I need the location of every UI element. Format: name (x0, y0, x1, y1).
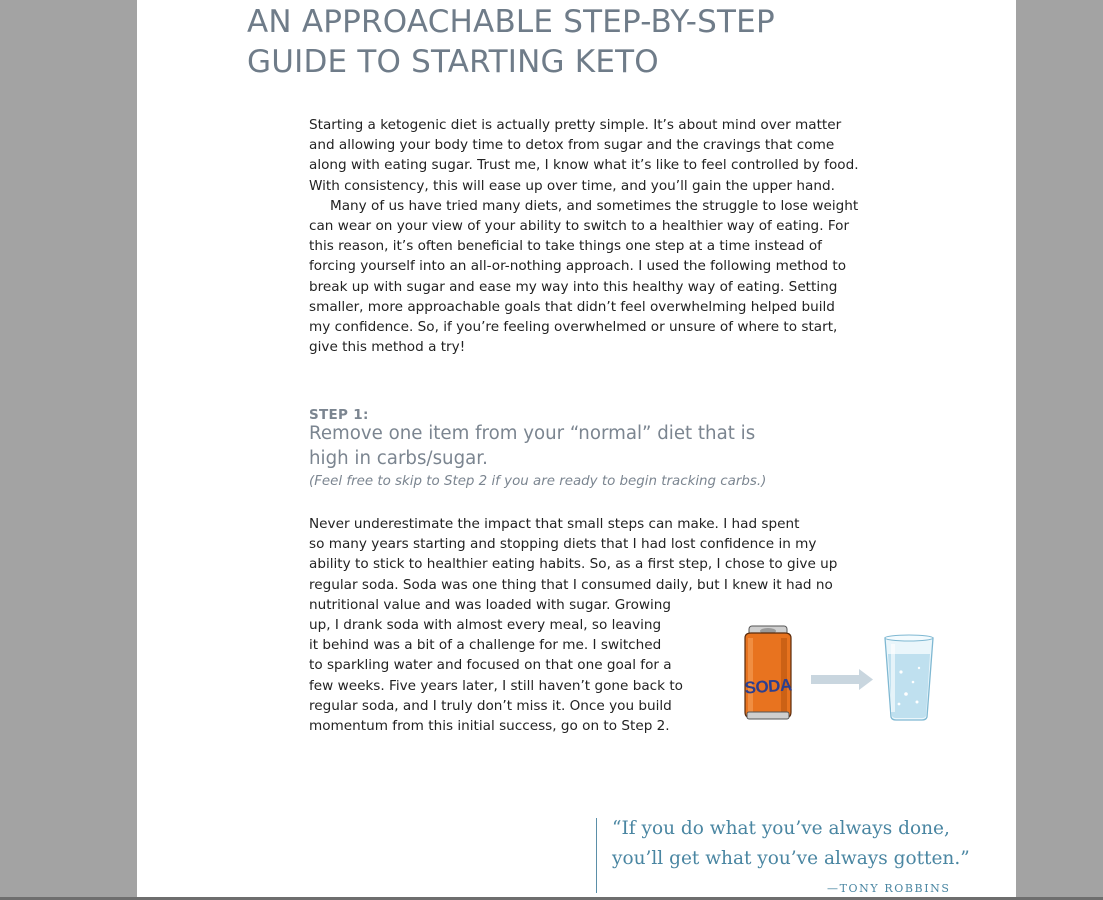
body-line: few weeks. Five years later, I still haven’t gone back to (309, 677, 683, 694)
step-note: (Feel free to skip to Step 2 if you are ready to begin tracking carbs.) (309, 474, 767, 489)
body-line: so many years starting and stopping diets that I had lost confidence in my (309, 536, 817, 553)
soda-to-water-illustration (741, 624, 937, 724)
intro-line: break up with sugar and ease my way into this healthy way of eating. Setting (309, 278, 838, 295)
intro-line: along with eating sugar. Trust me, I know what it’s like to feel controlled by food. (309, 157, 859, 174)
body-line: nutritional value and was loaded with sugar. Growing (309, 596, 672, 613)
quote-line: “If you do what you’ve always done, (612, 818, 950, 839)
arrow-right-icon (811, 669, 873, 690)
pull-quote (612, 814, 970, 874)
intro-line: With consistency, this will ease up over time, and you’ll gain the upper hand. (309, 177, 835, 194)
soda-can-icon (744, 626, 793, 719)
quote-attribution: —TONY ROBBINS (827, 882, 951, 895)
step-heading-line: Remove one item from your “normal” diet that is (309, 423, 756, 444)
step-heading-line: high in carbs/sugar. (309, 448, 488, 469)
body-line: up, I drank soda with almost every meal, so leaving (309, 617, 662, 634)
intro-paragraph (309, 115, 909, 357)
intro-line: Many of us have tried many diets, and sometimes the struggle to lose weight (330, 197, 859, 214)
body-line: regular soda. Soda was one thing that I consumed daily, but I knew it had no (309, 576, 833, 593)
intro-line: and allowing your body time to detox from sugar and the cravings that come (309, 137, 835, 154)
document-page (137, 0, 1016, 897)
intro-line: my confidence. So, if you’re feeling overwhelmed or unsure of where to start, (309, 319, 838, 336)
page-title (247, 2, 967, 82)
soda-can-label: SODA (744, 675, 793, 698)
intro-line: smaller, more approachable goals that didn’t feel overwhelming helped build (309, 298, 835, 315)
body-line: Never underestimate the impact that small steps can make. I had spent (309, 516, 800, 532)
intro-line: Starting a ketogenic diet is actually pretty simple. It’s about mind over matter (309, 117, 842, 133)
body-line: to sparkling water and focused on that one goal for a (309, 657, 672, 674)
intro-line: forcing yourself into an all-or-nothing approach. I used the following method to (309, 258, 847, 275)
body-line: it behind was a bit of a challenge for me. I switched (309, 637, 662, 654)
body-line: ability to stick to healthier eating habits. So, as a first step, I chose to give up (309, 556, 838, 573)
body-line: momentum from this initial success, go on to Step 2. (309, 718, 670, 735)
intro-line: this reason, it’s often beneficial to take things one step at a time instead of (309, 238, 822, 255)
glass-of-water-icon (885, 635, 933, 720)
step-label: STEP 1: (309, 407, 369, 423)
page-title-line: AN APPROACHABLE STEP-BY-STEP (247, 4, 775, 40)
page-title-line: GUIDE TO STARTING KETO (247, 44, 659, 80)
quote-line: you’ll get what you’ve always gotten.” (612, 848, 970, 869)
intro-line: give this method a try! (309, 339, 466, 356)
body-line: regular soda, and I truly don’t miss it. Once you build (309, 697, 672, 714)
step-heading (309, 421, 829, 471)
intro-line: can wear on your view of your ability to switch to a healthier way of eating. For (309, 218, 850, 235)
quote-rule (596, 818, 597, 893)
